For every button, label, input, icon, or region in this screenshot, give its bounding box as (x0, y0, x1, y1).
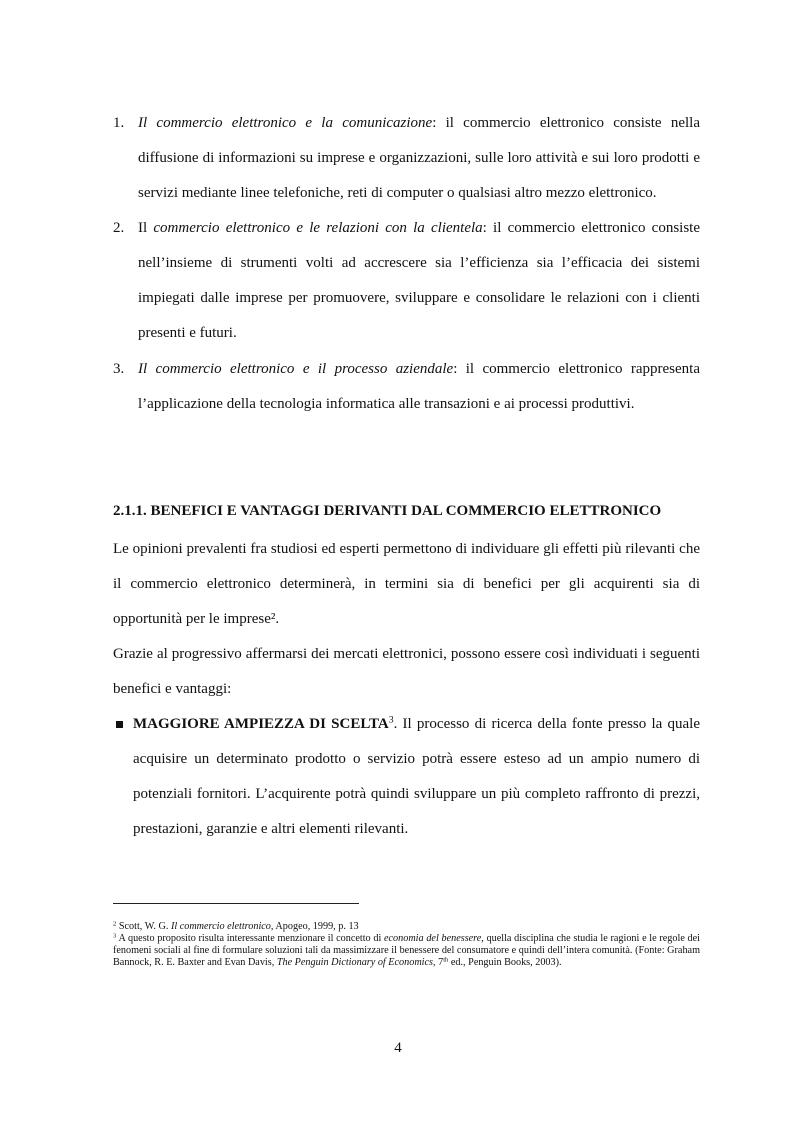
bullet-text (113, 707, 700, 847)
footnotes (113, 921, 700, 969)
bullet-description: . Il processo di ricerca della fonte presso la quale acquisire un determinato prodotto o servizio potrà essere esteso ad un ampio numero di potenziali fornitori. L’acquirente potrà quindi sviluppare un più completo raffronto di prezzi, prestazioni, garanzie e altri elementi rilevanti. (133, 716, 700, 837)
bullet-item (113, 707, 700, 847)
footnote-mark: 3 (113, 932, 117, 940)
list-item-description: : il commercio elettronico consiste nella diffusione di informazioni su imprese e organizzazioni, sulle loro attività e sui loro prodotti e servizi mediante linee telefoniche, reti di computer o qualsiasi altro mezzo elettronico. (138, 115, 700, 201)
footnote-text: , quella disciplina che studia le ragioni e le regole dei fenomeni sociali al fine di formulare soluzioni tali da massimizzare il benessere del consumatore e quindi dell’intera comunità. (Fonte: Graham Bannock, R. E. Baxter and Evan Davis, (113, 933, 701, 968)
footnote-text: ed., Penguin Books, 2003). (448, 957, 562, 968)
square-bullet-icon (116, 721, 123, 728)
list-item-description: : il commercio elettronico rappresenta l’applicazione della tecnologia informatica alle transazioni e ai processi produttivi. (138, 361, 700, 412)
list-item-prefix: Il (138, 220, 154, 236)
list-number: 1. (113, 115, 125, 131)
list-item-text (113, 352, 700, 422)
footnote-book: The Penguin Dictionary of Economics (276, 957, 433, 968)
footnote-title: Il commercio elettronico (170, 921, 271, 932)
bullet-title: MAGGIORE AMPIEZZA DI SCELTA (133, 716, 389, 732)
section-heading: 2.1.1. BENEFICI E VANTAGGI DERIVANTI DAL COMMERCIO ELETTRONICO (113, 503, 662, 519)
footnote-text: Scott, W. G. (116, 921, 171, 932)
edition-suffix: th (443, 956, 449, 964)
footnote-2 (113, 921, 700, 933)
footnote-text: A questo proposito risulta interessante menzionare il concetto di (116, 933, 384, 944)
list-item-term: Il commercio elettronico e il processo aziendale (138, 361, 454, 377)
list-item (113, 106, 700, 211)
paragraph: Grazie al progressivo affermarsi dei mercati elettronici, possono essere così individuati i seguenti benefici e vantaggi: (113, 646, 700, 697)
footnote-text: , 7 (433, 957, 444, 968)
footnote-3 (113, 933, 700, 969)
list-item-term: Il commercio elettronico e la comunicazione (138, 115, 433, 131)
list-number: 2. (113, 220, 125, 236)
page-number: 4 (394, 1040, 402, 1056)
list-item-text (113, 211, 700, 351)
list-item-text (113, 106, 700, 211)
list-item-description: : il commercio elettronico consiste nell’insieme di strumenti volti ad accrescere sia l’efficienza sia l’efficacia dei sistemi impiegati dalle imprese per promuovere, sviluppare e consolidare le relazioni con i clienti presenti e futuri. (138, 220, 700, 341)
list-item (113, 211, 700, 351)
list-item-term: commercio elettronico e le relazioni con la clientela (153, 220, 483, 236)
list-item (113, 352, 700, 422)
footnote-text: , Apogeo, 1999, p. 13 (270, 921, 359, 932)
footnote-mark: 2 (113, 920, 117, 928)
list-number: 3. (113, 361, 125, 377)
footnote-term: economia del benessere (384, 933, 482, 944)
paragraph: Le opinioni prevalenti fra studiosi ed esperti permettono di individuare gli effetti più rilevanti che il commercio elettronico determinerà, in termini sia di benefici per gli acquirenti sia di opportunità per le imprese². (113, 541, 700, 627)
footnote-ref[interactable]: 3 (388, 714, 394, 726)
footnote-separator (113, 903, 359, 904)
